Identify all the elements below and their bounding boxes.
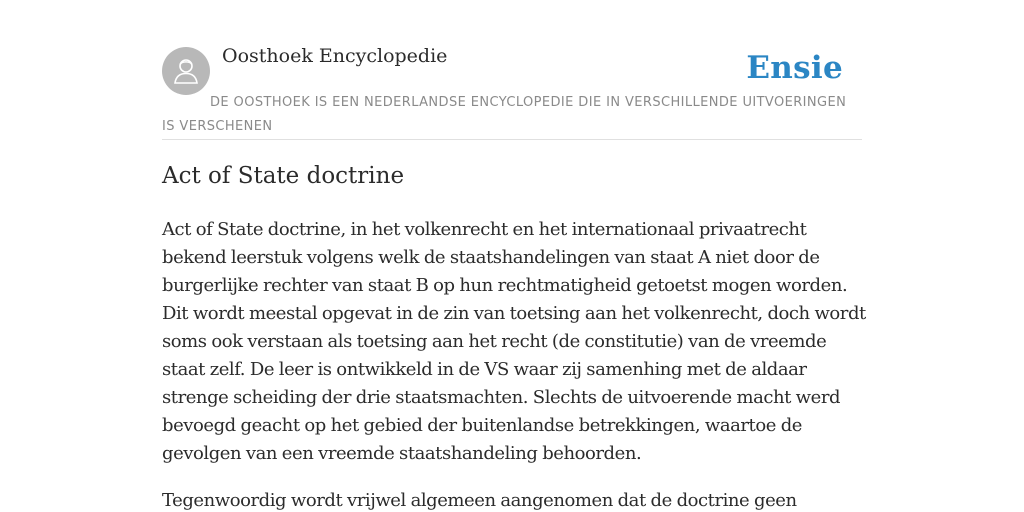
- article-body: [162, 216, 866, 512]
- publication-header: [162, 0, 862, 140]
- brand-logo[interactable]: Ensie: [746, 50, 843, 86]
- publication-name[interactable]: Oosthoek Encyclopedie: [222, 45, 448, 67]
- article-paragraph: Act of State doctrine, in het volkenrecht en het internationaal privaatrecht bekend leerstuk volgens welk de staatshandelingen van staat A niet door de burgerlijke rechter van staat B op hun rechtmatigheid getoetst mogen worden. Dit wordt meestal opgevat in de zin van toetsing aan het volkenrecht, doch wordt soms ook verstaan als toetsing aan het recht (de constitutie) van de vreemde staat zelf. De leer is ontwikkeld in de VS waar zij samenhing met de aldaar strenge scheiding der drie staatsmachten. Slechts de uitvoerende macht werd bevoegd geacht op het gebied der buitenlandse betrekkingen, waartoe de gevolgen van een vreemde staatshandeling behoorden.: [162, 219, 866, 464]
- article-title: Act of State doctrine: [162, 163, 405, 189]
- article-paragraph: Tegenwoordig wordt vrijwel algemeen aangenomen dat de doctrine geen: [162, 490, 797, 511]
- publication-avatar[interactable]: [162, 47, 210, 95]
- user-icon: [171, 56, 201, 86]
- publication-tagline: DE OOSTHOEK IS EEN NEDERLANDSE ENCYCLOPEDIE DIE IN VERSCHILLENDE UITVOERINGEN IS VERSCHENEN: [162, 95, 847, 134]
- content-column: [162, 0, 866, 511]
